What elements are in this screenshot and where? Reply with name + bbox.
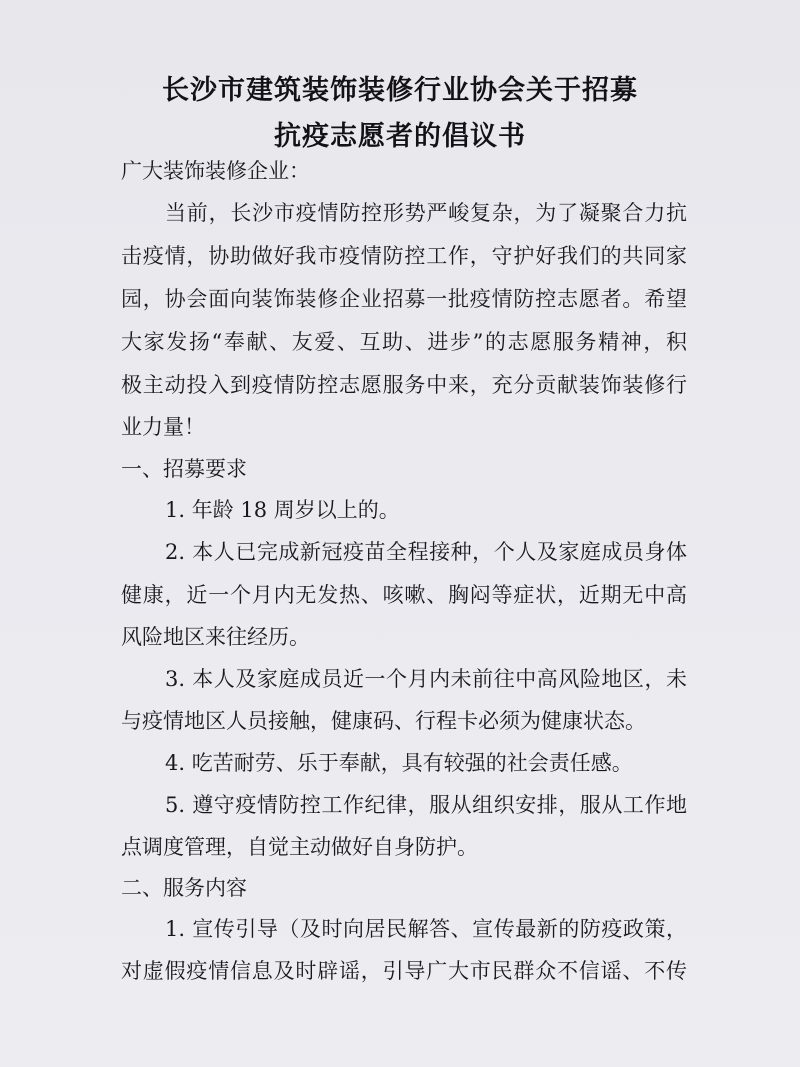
document-title-line-2: 抗疫志愿者的倡议书: [274, 121, 526, 152]
requirement-5-line: 5. 遵守疫情防控工作纪律，服从组织安排，服从工作地: [165, 793, 687, 817]
section-heading-services: 二、服务内容: [121, 876, 247, 900]
intro-line: 业力量！: [121, 415, 205, 439]
intro-line: 极主动投入到疫情防控志愿服务中来，充分贡献装饰装修行: [121, 373, 687, 397]
service-1-line: 对虚假疫情信息及时辟谣，引导广大市民群众不信谣、不传: [121, 959, 687, 983]
intro-line: 大家发扬“奉献、友爱、互助、进步”的志愿服务精神，积: [121, 330, 687, 354]
requirement-5-line: 点调度管理，自觉主动做好自身防护。: [121, 835, 478, 859]
requirement-2-line: 2. 本人已完成新冠疫苗全程接种，个人及家庭成员身体: [165, 540, 687, 564]
document-title-line-1: 长沙市建筑装饰装修行业协会关于招募: [162, 75, 638, 106]
requirement-2-line: 健康，近一个月内无发热、咳嗽、胸闷等症状，近期无中高: [121, 583, 687, 607]
requirement-4: 4. 吃苦耐劳、乐于奉献，具有较强的社会责任感。: [165, 751, 633, 775]
intro-line: 当前，长沙市疫情防控形势严峻复杂，为了凝聚合力抗: [165, 201, 687, 225]
requirement-3-line: 与疫情地区人员接触，健康码、行程卡必须为健康状态。: [121, 709, 646, 733]
requirement-3-line: 3. 本人及家庭成员近一个月内未前往中高风险地区，未: [165, 667, 687, 691]
intro-line: 击疫情，协助做好我市疫情防控工作，守护好我们的共同家: [121, 244, 687, 268]
salutation: 广大装饰装修企业：: [121, 159, 310, 183]
intro-line: 园，协会面向装饰装修企业招募一批疫情防控志愿者。希望: [121, 287, 687, 311]
requirement-2-line: 风险地区来往经历。: [121, 625, 310, 649]
requirement-1: 1. 年龄 18 周岁以上的。: [165, 498, 400, 522]
service-1-line: 1. 宣传引导（及时向居民解答、宣传最新的防疫政策，: [165, 917, 687, 941]
section-heading-requirements: 一、招募要求: [121, 457, 247, 481]
